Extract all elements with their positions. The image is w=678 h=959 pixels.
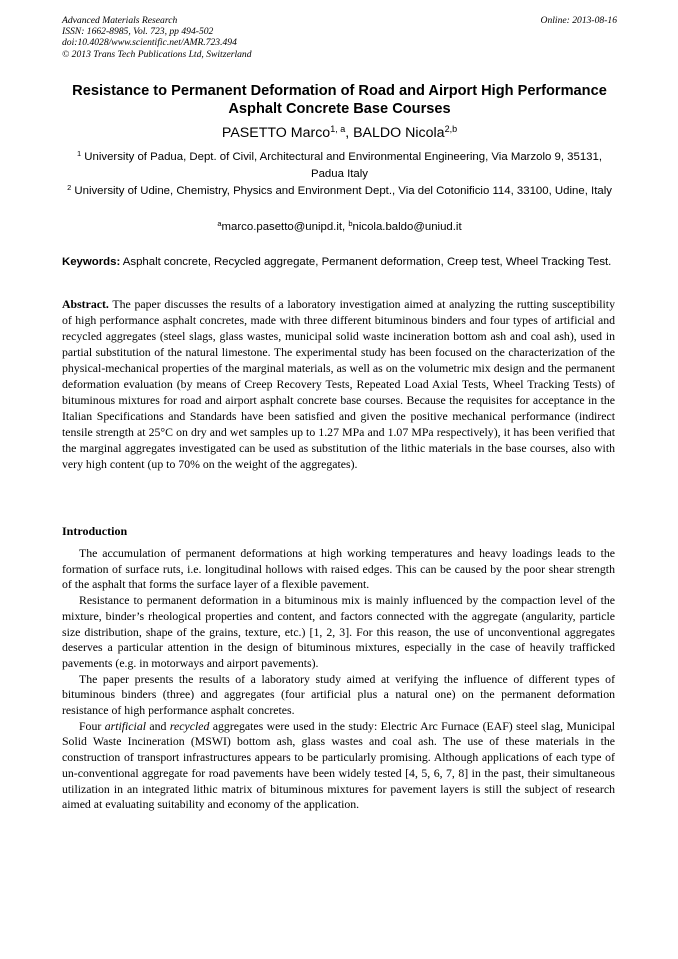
author-superscript: 1, a [330, 124, 346, 134]
author-list [62, 124, 617, 142]
author-name: BALDO Nicola [353, 125, 445, 141]
affiliation-superscript: 1 [76, 149, 82, 158]
text-run: aggregates were used in the study: Electric Arc Furnace (EAF) steel slag, Municipal Solid Waste Incineration (MSWI) bottom ash, glass wastes and coal ash. The use of these materials in the construction of transport infrastructures appears to be particularly promising. Although applications of each type of un-conventional aggregate for road pavements have been widely tested [4, 5, 6, 7, 8] in the past, their simultaneous utilization in an integrated lithic matrix of bituminous mixtures for pavement layers is still the subject of research aimed at evaluating suitability and economy of the application. [62, 718, 615, 812]
paper-title: Resistance to Permanent Deformation of Road and Airport High Performance Asphalt Concrete Base Courses [72, 83, 607, 117]
introduction-body [62, 546, 615, 813]
italic-term: recycled [169, 718, 210, 733]
author-emails [62, 219, 617, 235]
affiliation-text: University of Udine, Chemistry, Physics and Environment Dept., Via del Cotonificio 114, 33100, Udine, Italy [71, 185, 612, 197]
text-run: and [146, 718, 170, 733]
paragraph [62, 719, 615, 813]
affiliation-2 [62, 183, 617, 200]
text-run: Four [79, 718, 105, 733]
paragraph: Resistance to permanent deformation in a bituminous mix is mainly influenced by the compaction level of the mixture, binder’s rheological properties and content, and factors connected with the aggregate (angularity, particle size distribution, shape of the grains, texture, etc.) [1, 2, 3]. For this reason, the use of unconventional aggregates deserves a particular attention in the design of bituminous mixtures, especially in the case of heavily trafficked pavements (e.g. in motorways and airport pavements). [62, 593, 615, 670]
author-superscript: 2,b [444, 124, 458, 134]
keywords [62, 254, 615, 270]
paragraph: The accumulation of permanent deformations at high working temperatures and heavy loadings leads to the formation of surface ruts, i.e. longitudinal hollows with raised edges. This can be caused by the poor shear strength of the asphalt that forms the surface layer of a flexible pavement. [62, 546, 615, 592]
author-name: PASETTO Marco [221, 125, 331, 141]
email-superscript: b [348, 219, 353, 228]
journal-doi: doi:10.4028/www.scientific.net/AMR.723.494 [62, 37, 237, 49]
affiliation-superscript: 2 [67, 183, 72, 192]
email-superscript: a [217, 219, 222, 228]
journal-header [62, 15, 617, 60]
italic-term: artificial [104, 718, 146, 733]
email-address: nicola.baldo@uniud.it [352, 221, 462, 233]
affiliation-1 [62, 149, 617, 182]
keywords-label: Keywords: [62, 256, 121, 268]
journal-issn: ISSN: 1662-8985, Vol. 723, pp 494-502 [62, 26, 214, 38]
keywords-text: Asphalt concrete, Recycled aggregate, Permanent deformation, Creep test, Wheel Tracking Test. [120, 256, 612, 268]
journal-name: Advanced Materials Research [62, 15, 178, 26]
abstract-label: Abstract. [62, 297, 109, 311]
online-date: Online: 2013-08-16 [540, 15, 617, 26]
abstract-text: The paper discusses the results of a laboratory investigation aimed at analyzing the rutting susceptibility of high performance asphalt concretes, made with three different bituminous binders and four types of artificial and recycled aggregates (steel slags, glass wastes, municipal solid waste incineration bottom ash and coal ash), used in partial substitution of the natural limestone. The experimental study has been focused on the characterization of the physical-mechanical properties of the marginal materials, as well as on the volumetric mix design and the permanent deformation evaluation (by means of Creep Recovery Tests, Repeated Load Axial Tests, Wheel Tracking Tests) of bituminous mixtures for road and airport asphalt concrete base courses. Because the requisites for acceptance in the Italian Specifications and Standards have been satisfied and given the positive mechanical performance (indirect tensile strength at 25°C on dry and wet samples up to 1.27 MPa and 1.07 MPa respectively), it has been verified that the marginal aggregates investigated can be used as substitution of the lithic materials in the base courses, also with very high content (up to 70% on the weight of the aggregates). [62, 297, 615, 471]
email-address: marco.pasetto@unipd.it, [221, 221, 349, 233]
paragraph: The paper presents the results of a laboratory study aimed at verifying the influence of different types of bituminous binders (three) and aggregates (four artificial plus a natural one) on the permanent deformation resistance of high performance asphalt concretes. [62, 671, 615, 718]
author-separator: , [345, 125, 354, 141]
journal-copyright: © 2013 Trans Tech Publications Ltd, Switzerland [62, 48, 252, 60]
section-heading-introduction: Introduction [62, 524, 128, 538]
abstract [62, 296, 615, 472]
affiliation-text: University of Padua, Dept. of Civil, Architectural and Environmental Engineering, Via Marzolo 9, 35131, Padua Italy [81, 151, 603, 180]
